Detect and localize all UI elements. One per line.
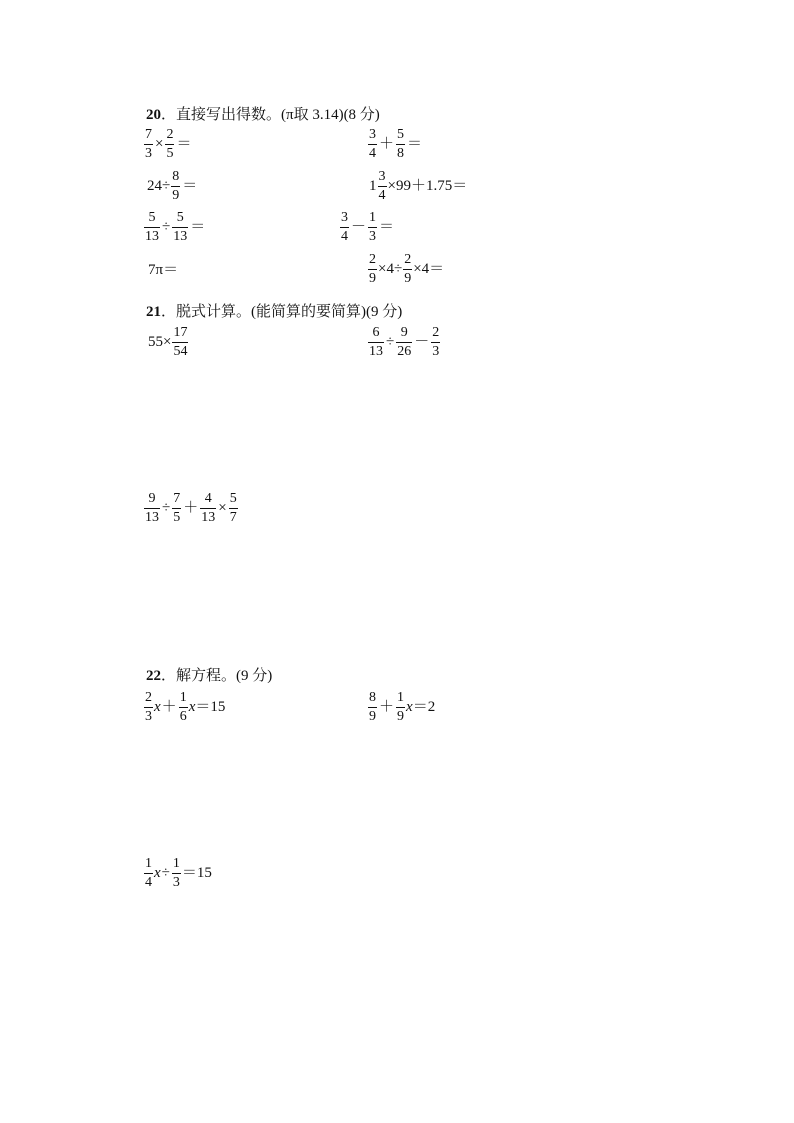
operator: ＝: [379, 219, 395, 235]
expression-text: ＝2: [412, 699, 436, 715]
operator: ＋: [379, 699, 395, 715]
fraction: [368, 253, 377, 286]
q20-expression-1: [143, 128, 192, 161]
numerator: 1: [369, 210, 377, 225]
fraction: [172, 492, 181, 525]
operator: ＝: [407, 136, 423, 152]
operator: ÷: [162, 500, 171, 516]
expression-text: 1: [369, 178, 377, 194]
expression-text: ×4÷: [378, 261, 403, 277]
q22-equation-1: [143, 691, 225, 724]
fraction: [179, 691, 188, 724]
section-number: 22: [146, 668, 161, 684]
numerator: 5: [229, 491, 237, 506]
fraction: [200, 492, 216, 525]
operator: －: [414, 334, 430, 350]
numerator: 7: [145, 127, 152, 142]
expression-text: 55×: [148, 334, 172, 350]
denominator: 3: [432, 344, 440, 359]
fraction: [378, 170, 387, 203]
fraction: [396, 128, 405, 161]
numerator: 7: [173, 491, 181, 506]
fraction: [172, 326, 188, 359]
operator: ＋: [379, 136, 395, 152]
fraction: [368, 211, 377, 244]
fraction: [144, 492, 160, 525]
denominator: 5: [173, 510, 181, 525]
section-number: 20: [146, 107, 161, 123]
q20-expression-7: [148, 263, 178, 278]
denominator: 13: [173, 229, 188, 244]
expression-text: ＝15: [181, 865, 212, 881]
expression-text: 24÷: [147, 178, 171, 194]
expression-text: ＝15: [195, 699, 226, 715]
denominator: 54: [173, 344, 188, 359]
operator: ＝: [176, 136, 192, 152]
operator: ×: [155, 136, 164, 152]
fraction: [144, 691, 153, 724]
section-22-heading: [146, 664, 272, 685]
section-21-heading: [146, 300, 402, 321]
q20-expression-6: [339, 211, 395, 244]
q20-expression-4: [369, 170, 467, 203]
q22-equation-2: [367, 691, 435, 724]
operator: ＝: [182, 178, 198, 194]
fraction: [172, 857, 181, 890]
denominator: 9: [172, 188, 180, 203]
variable: x: [188, 699, 196, 715]
numerator: 2: [166, 127, 174, 142]
denominator: 3: [172, 875, 180, 890]
denominator: 4: [369, 146, 376, 161]
denominator: 13: [145, 510, 159, 525]
section-20-heading: [146, 103, 380, 124]
numerator: 4: [204, 491, 212, 506]
numerator: 2: [145, 690, 152, 705]
numerator: 2: [369, 252, 376, 267]
fraction: [368, 326, 384, 359]
operator: ＋: [183, 500, 199, 516]
section-title: ．脱式计算。(能简算的要简算)(9 分): [161, 304, 403, 320]
numerator: 3: [369, 127, 376, 142]
numerator: 17: [173, 325, 188, 340]
numerator: 2: [432, 325, 440, 340]
denominator: 3: [369, 229, 377, 244]
denominator: 5: [166, 146, 174, 161]
fraction: [144, 128, 153, 161]
fraction: [368, 691, 377, 724]
q20-expression-8: [367, 253, 444, 286]
expression-text: 7π＝: [148, 262, 179, 278]
denominator: 13: [201, 510, 216, 525]
denominator: 26: [397, 344, 412, 359]
q21-expression-1: [148, 326, 189, 359]
q20-expression-5: [143, 211, 206, 244]
numerator: 1: [172, 856, 180, 871]
variable: x: [154, 699, 161, 715]
numerator: 8: [369, 690, 376, 705]
numerator: 3: [378, 169, 386, 184]
operator: －: [351, 219, 367, 235]
denominator: 8: [397, 146, 405, 161]
denominator: 9: [369, 271, 376, 286]
fraction: [396, 326, 412, 359]
variable: x: [406, 699, 413, 715]
numerator: 1: [179, 690, 187, 705]
numerator: 1: [397, 690, 405, 705]
operator: ×: [218, 500, 227, 516]
fraction: [340, 211, 349, 244]
denominator: 4: [145, 875, 152, 890]
fraction: [144, 211, 160, 244]
numerator: 3: [341, 210, 348, 225]
operator: ÷: [386, 334, 395, 350]
operator: ＝: [190, 219, 206, 235]
q21-expression-3: [143, 492, 239, 525]
numerator: 9: [400, 325, 408, 340]
denominator: 9: [397, 709, 405, 724]
numerator: 5: [397, 127, 405, 142]
denominator: 7: [229, 510, 237, 525]
numerator: 1: [145, 856, 152, 871]
numerator: 2: [404, 252, 412, 267]
numerator: 5: [148, 210, 156, 225]
fraction: [403, 253, 412, 286]
section-number: 21: [146, 304, 161, 320]
variable: x: [154, 865, 161, 881]
fraction: [396, 691, 405, 724]
fraction: [431, 326, 440, 359]
operator: ＋: [161, 699, 177, 715]
fraction: [171, 170, 180, 203]
q22-equation-3: [143, 857, 212, 890]
denominator: 13: [145, 229, 159, 244]
denominator: 4: [341, 229, 348, 244]
q20-expression-3: [147, 170, 198, 203]
operator: ÷: [162, 219, 171, 235]
section-title: ．解方程。(9 分): [161, 668, 273, 684]
fraction: [144, 857, 153, 890]
operator: ÷: [161, 865, 170, 881]
denominator: 6: [179, 709, 187, 724]
denominator: 9: [369, 709, 376, 724]
expression-text: ×4＝: [413, 261, 445, 277]
q21-expression-2: [367, 326, 441, 359]
q20-expression-2: [367, 128, 423, 161]
denominator: 3: [145, 709, 152, 724]
numerator: 8: [172, 169, 180, 184]
expression-text: ×99＋1.75＝: [387, 178, 468, 194]
fraction: [172, 211, 188, 244]
fraction: [368, 128, 377, 161]
fraction: [229, 492, 238, 525]
numerator: 5: [176, 210, 184, 225]
denominator: 9: [404, 271, 412, 286]
denominator: 4: [378, 188, 386, 203]
denominator: 3: [145, 146, 152, 161]
denominator: 13: [369, 344, 383, 359]
fraction: [165, 128, 174, 161]
section-title: ．直接写出得数。(π取 3.14)(8 分): [161, 107, 380, 123]
numerator: 6: [372, 325, 380, 340]
numerator: 9: [148, 491, 156, 506]
